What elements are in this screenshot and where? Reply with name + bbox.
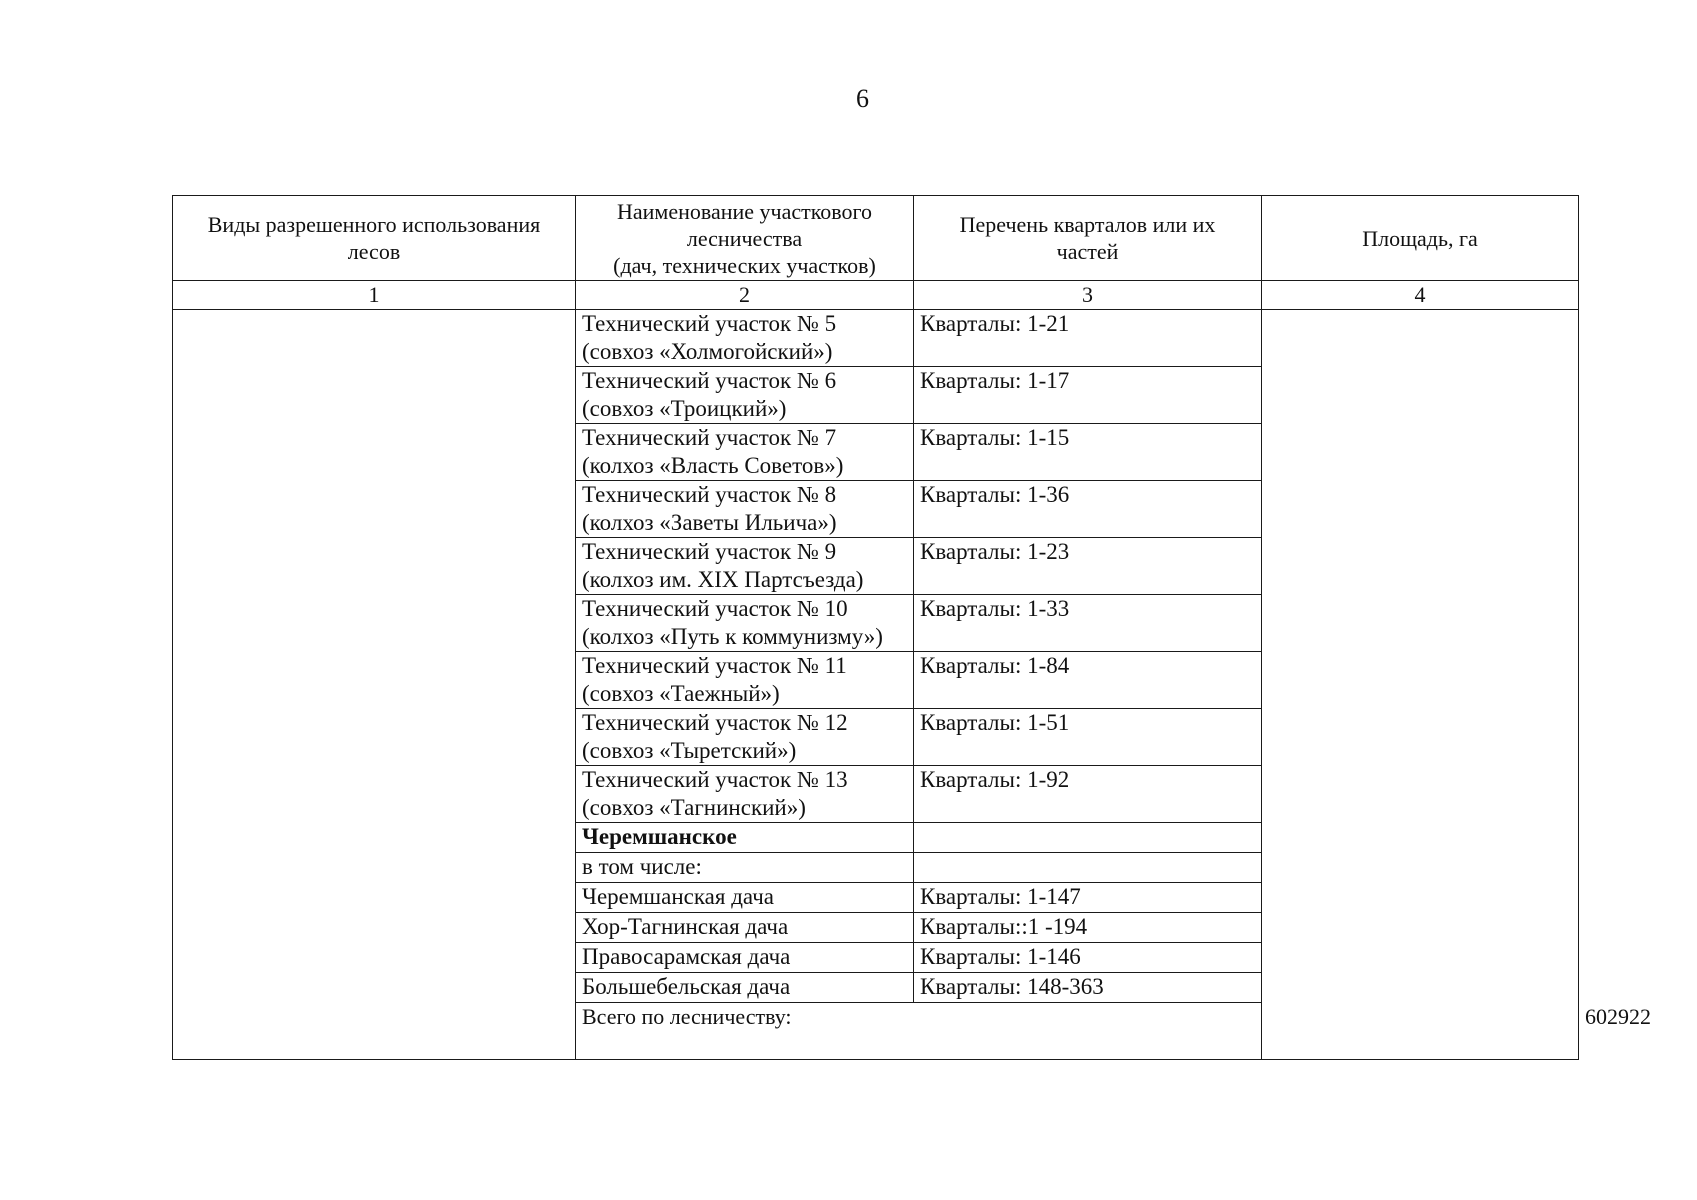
header-quarters-list: Перечень кварталов или их частей — [914, 196, 1262, 281]
quarters-cell: Кварталы: 1-23 — [914, 538, 1262, 595]
forestry-cell: Технический участок № 11 (совхоз «Таежный») — [576, 652, 914, 709]
forest-use-cell-empty — [173, 310, 576, 1060]
forestry-cell: Технический участок № 8 (колхоз «Заветы Ильича») — [576, 481, 914, 538]
forestry-cell: Технический участок № 7 (колхоз «Власть Советов») — [576, 424, 914, 481]
dacha-cell: Черемшанская дача — [576, 883, 914, 913]
quarters-cell: Кварталы: 1-33 — [914, 595, 1262, 652]
quarters-cell: Кварталы::1 -194 — [914, 913, 1262, 943]
quarters-cell-empty — [914, 823, 1262, 853]
forest-use-table — [172, 195, 1651, 1060]
quarters-cell: Кварталы: 1-146 — [914, 943, 1262, 973]
header-forestry-name: Наименование участкового лесничества (дач, технических участков) — [576, 196, 914, 281]
quarters-cell: Кварталы: 1-92 — [914, 766, 1262, 823]
page-number: 6 — [856, 84, 869, 113]
quarters-cell: Кварталы: 1-51 — [914, 709, 1262, 766]
forestry-cell: Технический участок № 9 (колхоз им. XIX Партсъезда) — [576, 538, 914, 595]
quarters-cell: Кварталы: 1-17 — [914, 367, 1262, 424]
forestry-cell: Технический участок № 5 (совхоз «Холмогойский») — [576, 310, 914, 367]
dacha-cell: Правосарамская дача — [576, 943, 914, 973]
column-number: 1 — [173, 281, 576, 310]
forestry-cell: Технический участок № 12 (совхоз «Тыретский») — [576, 709, 914, 766]
quarters-cell: Кварталы: 148-363 — [914, 973, 1262, 1003]
total-label: Всего по лесничеству: — [576, 1003, 1579, 1060]
dacha-cell: Большебельская дача — [576, 973, 914, 1003]
column-number: 4 — [1262, 281, 1579, 310]
header-forest-use-types: Виды разрешенного использования лесов — [173, 196, 576, 281]
quarters-cell: Кварталы: 1-21 — [914, 310, 1262, 367]
table-row — [173, 310, 1579, 367]
area-cell-empty — [1262, 310, 1579, 1060]
table-header-row — [173, 196, 1579, 281]
including-label-cell: в том числе: — [576, 853, 914, 883]
quarters-cell: Кварталы: 1-15 — [914, 424, 1262, 481]
quarters-cell: Кварталы: 1-36 — [914, 481, 1262, 538]
dacha-cell: Хор-Тагнинская дача — [576, 913, 914, 943]
column-number: 2 — [576, 281, 914, 310]
quarters-cell: Кварталы: 1-84 — [914, 652, 1262, 709]
forestry-cell: Технический участок № 13 (совхоз «Тагнинский») — [576, 766, 914, 823]
forestry-cell: Технический участок № 6 (совхоз «Троицкий») — [576, 367, 914, 424]
quarters-cell: Кварталы: 1-147 — [914, 883, 1262, 913]
quarters-cell-empty — [914, 853, 1262, 883]
forestry-heading-cell: Черемшанское — [576, 823, 914, 853]
column-number: 3 — [914, 281, 1262, 310]
forestry-cell: Технический участок № 10 (колхоз «Путь к коммунизму») — [576, 595, 914, 652]
header-area: Площадь, га — [1262, 196, 1579, 281]
total-row: Всего по лесничеству: 602922 — [173, 1003, 1579, 1060]
column-number-row — [173, 281, 1579, 310]
